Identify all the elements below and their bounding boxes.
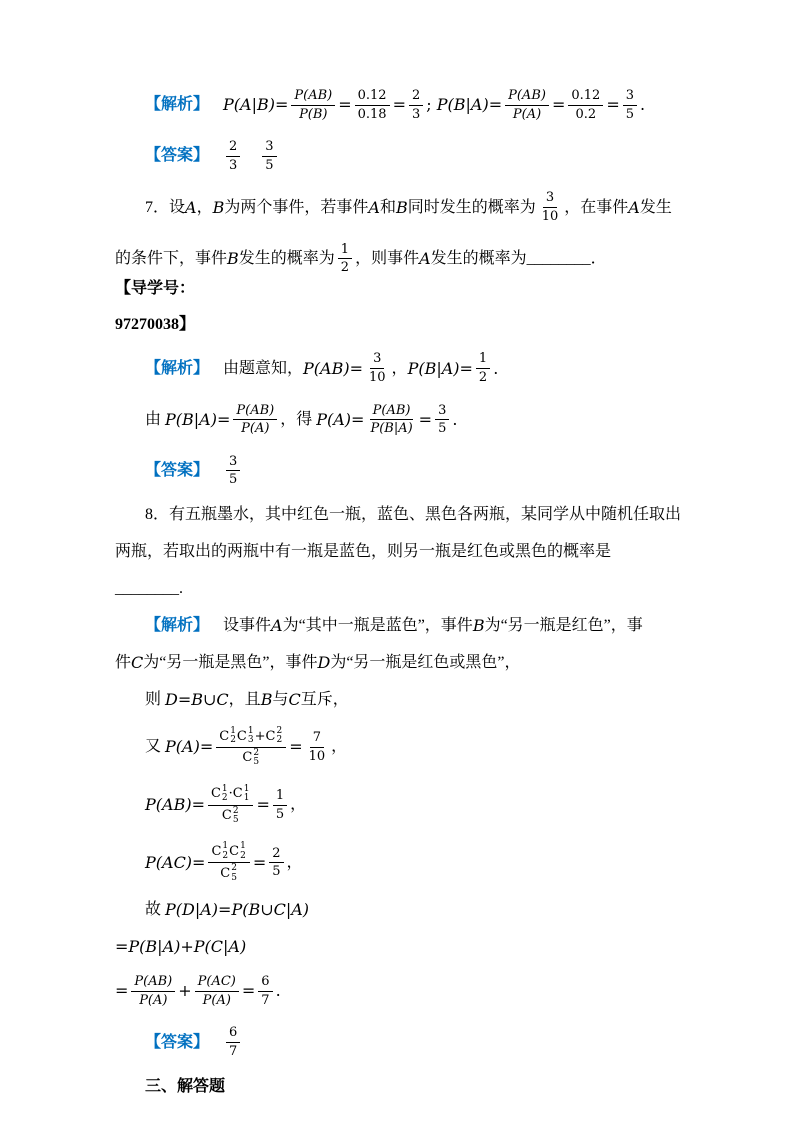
roman-run: 7 [261, 992, 270, 1008]
math-run: B [191, 690, 204, 710]
superscript: 1 [222, 841, 229, 852]
fraction-numerator [216, 727, 286, 748]
fraction [291, 88, 335, 122]
roman-run: 1 [478, 351, 488, 367]
fraction-numerator [131, 974, 175, 992]
text-run: 7．设 [145, 198, 186, 216]
fraction-denominator [623, 106, 637, 123]
fraction-numerator [226, 454, 240, 472]
roman-run: = [338, 95, 352, 115]
text-run: 为“另一瓶是红色或黑色”， [330, 654, 521, 672]
superscript: 2 [253, 747, 260, 758]
text-run: 由题意知， [223, 359, 304, 377]
document-line [115, 688, 686, 712]
fraction-denominator [273, 806, 287, 823]
fraction [269, 846, 283, 880]
roman-run: . [452, 409, 458, 429]
bracket-label: 【解析】 [145, 359, 210, 377]
bracket-label: 【解析】 [145, 617, 210, 635]
math-run: A [628, 197, 640, 217]
text-run: 发生的概率为 [238, 249, 335, 267]
text-run: 又 [145, 738, 166, 756]
bracket-label: 【答案】 [145, 462, 210, 480]
roman-run: . [640, 95, 646, 115]
fraction-numerator [568, 88, 603, 106]
combination-base: C [242, 750, 253, 766]
fraction-numerator [310, 730, 324, 748]
combination-base: C [220, 865, 231, 881]
text-run: 发生 [639, 198, 672, 216]
math-run: P(AB) [294, 88, 333, 103]
math-run: P(B|A)+P(C|A) [128, 937, 247, 957]
math-run: P(B|A)= [407, 358, 473, 378]
document-line [115, 452, 686, 490]
document-line [115, 651, 686, 675]
subscript: 5 [231, 872, 237, 883]
roman-run: 3 [545, 190, 555, 206]
text-run: ，且 [228, 691, 261, 709]
fraction-numerator [409, 88, 423, 106]
math-run: B [260, 690, 273, 710]
subscript: 2 [276, 735, 283, 746]
roman-run: 3 [411, 106, 421, 122]
roman-run: 0.12 [357, 88, 387, 103]
roman-run: 3 [265, 139, 274, 155]
text-run: ， [290, 796, 307, 814]
text-run: 件 [115, 654, 132, 672]
subscript: 2 [221, 793, 228, 804]
math-run: A [368, 197, 380, 217]
math-run: B [212, 197, 225, 217]
math-run: D [165, 690, 178, 710]
text-run: 同时发生的概率为 [407, 198, 536, 216]
fraction-numerator [338, 242, 352, 260]
roman-run: + [254, 728, 266, 744]
fraction-numerator [269, 846, 283, 864]
math-run: P(AB)= [303, 358, 363, 378]
roman-run: 5 [265, 157, 274, 173]
fraction [258, 974, 272, 1008]
bold-text-run: 97270038】 [115, 315, 196, 333]
roman-run: 0.18 [357, 106, 387, 122]
fraction [216, 727, 286, 768]
subscript: 2 [230, 735, 236, 746]
text-run: 互斥， [300, 691, 349, 709]
roman-run: · [228, 786, 233, 802]
document-line [115, 188, 686, 226]
math-run: P(A)= [165, 737, 214, 757]
subscript: 1 [243, 793, 250, 804]
superscript: 1 [230, 725, 236, 736]
combination-scripts [222, 842, 228, 861]
roman-run: 0.12 [571, 88, 601, 103]
superscript: 1 [247, 725, 254, 736]
fraction [539, 190, 562, 224]
combination-base: C [211, 844, 222, 860]
roman-run: = [606, 95, 620, 115]
roman-run: 5 [272, 864, 281, 880]
fraction [409, 88, 423, 122]
fraction-denominator [367, 420, 415, 437]
fraction [623, 88, 637, 122]
document-line [115, 240, 686, 300]
combination-base: C [219, 728, 230, 744]
combination-scripts [231, 864, 237, 883]
text-run: ， [286, 853, 303, 871]
fraction [131, 974, 175, 1008]
fraction-numerator [208, 842, 249, 863]
fraction-denominator [409, 106, 423, 123]
document-line [115, 540, 686, 564]
text-run: 设事件 [223, 617, 272, 635]
fraction-numerator [543, 190, 557, 208]
roman-run: . [493, 358, 499, 378]
document-line [115, 725, 686, 770]
combination-symbol [229, 842, 247, 861]
roman-run: 3 [229, 453, 238, 469]
math-run: A [185, 197, 197, 217]
fraction-numerator [226, 139, 240, 157]
roman-run: = [551, 95, 566, 115]
text-run: 为“其中一瓶是蓝色”，事件 [282, 617, 473, 635]
fraction-numerator [623, 88, 637, 106]
fraction-numerator [476, 351, 490, 369]
text-run: ，则事件 [355, 249, 420, 267]
fraction-denominator [226, 471, 240, 488]
fraction-denominator [226, 157, 240, 174]
text-run: 为“另一瓶是红色”，事 [484, 617, 643, 635]
roman-run: 5 [275, 806, 285, 822]
fraction-denominator [200, 992, 234, 1009]
fraction [435, 403, 449, 437]
roman-run: 2 [478, 369, 488, 385]
subscript: 3 [247, 735, 254, 746]
document-line [115, 503, 686, 527]
fraction-denominator [239, 748, 263, 768]
combination-symbol [242, 749, 260, 768]
document-line [115, 137, 686, 175]
math-run: P(A) [241, 421, 270, 437]
fraction-numerator [226, 1025, 240, 1043]
math-run: C [131, 653, 144, 673]
fraction [273, 788, 287, 822]
fraction-denominator [306, 748, 329, 765]
text-run: ，得 [280, 410, 317, 428]
superscript: 1 [221, 783, 228, 794]
text-run: 则 [145, 691, 166, 709]
math-run: P(A) [202, 992, 231, 1008]
bracket-label: 【解析】 [145, 96, 210, 114]
combination-symbol [233, 785, 251, 804]
math-run: B [395, 197, 408, 217]
roman-run: 3 [229, 157, 238, 173]
document-line [115, 312, 686, 336]
superscript: 2 [276, 725, 283, 736]
fraction-denominator [262, 157, 276, 174]
roman-run: 5 [625, 106, 634, 122]
math-run: C [288, 690, 301, 710]
math-run: B [227, 248, 239, 268]
fraction-denominator [539, 208, 562, 225]
combination-scripts [253, 749, 259, 768]
text-run: 发生的概率为________． [430, 249, 607, 267]
text-run: ， [196, 198, 213, 216]
fraction-denominator [217, 863, 241, 883]
fraction-denominator [238, 420, 272, 437]
roman-run: = [252, 852, 267, 872]
superscript: 2 [232, 805, 239, 816]
fraction [476, 351, 490, 385]
text-run: 与 [272, 691, 289, 709]
combination-base: C [232, 786, 243, 802]
math-run: B [472, 616, 485, 636]
fraction-numerator [195, 974, 239, 992]
roman-run: 6 [229, 1025, 238, 1041]
fraction-numerator [233, 403, 277, 421]
subscript: 5 [253, 757, 260, 768]
roman-run: . [275, 981, 281, 1001]
subscript: 2 [222, 850, 229, 861]
document-line [115, 349, 686, 387]
fraction-numerator [435, 403, 449, 421]
fraction-denominator [258, 992, 272, 1009]
document-line [115, 401, 686, 439]
combination-scripts [230, 727, 236, 746]
fraction-denominator [572, 106, 599, 123]
roman-run: 10 [369, 369, 386, 385]
fraction-denominator [136, 992, 170, 1009]
text-run: ________. [115, 580, 183, 598]
math-run: P(A) [139, 992, 168, 1008]
combination-symbol [222, 807, 240, 826]
text-run: ，在事件 [564, 198, 629, 216]
math-run: P(D|A)=P(B∪C|A) [165, 900, 310, 920]
fraction-numerator [355, 88, 390, 106]
roman-run: 3 [373, 351, 382, 367]
math-run: A [419, 248, 431, 268]
fraction-denominator [338, 259, 352, 276]
roman-run: 1 [340, 241, 350, 257]
document-body [115, 86, 686, 1099]
fraction-numerator [273, 788, 287, 806]
roman-run: = [256, 795, 270, 815]
math-run: C [216, 690, 229, 710]
subscript: 2 [240, 850, 246, 861]
fraction [505, 88, 549, 122]
math-run: P(A) [512, 106, 542, 122]
combination-scripts [244, 785, 250, 804]
fraction-denominator [219, 806, 243, 826]
text-run: 的条件下，事件 [115, 249, 228, 267]
combination-scripts [222, 785, 228, 804]
fraction-numerator [258, 974, 272, 992]
roman-run: 10 [541, 208, 559, 224]
roman-run: 0.2 [575, 106, 597, 122]
document-line [115, 972, 686, 1010]
fraction-numerator [208, 785, 254, 806]
fraction-denominator [296, 106, 330, 123]
fraction [208, 842, 249, 883]
fraction [568, 88, 603, 122]
math-run: P(A|B)= [223, 95, 289, 115]
roman-run: 6 [261, 974, 270, 990]
combination-base: C [265, 728, 276, 744]
roman-run: ; [426, 95, 437, 115]
roman-run: = [418, 409, 433, 429]
fraction [367, 403, 415, 437]
roman-run: 1 [275, 787, 285, 803]
fraction [262, 139, 276, 173]
document-line [115, 783, 686, 828]
roman-run: 2 [229, 139, 238, 155]
fraction [195, 974, 239, 1008]
math-run: P(B|A)= [436, 95, 503, 115]
document-line [115, 86, 686, 124]
combination-symbol [266, 727, 284, 746]
roman-run: = [177, 690, 192, 710]
text-run: 为两个事件，若事件 [224, 198, 369, 216]
text-run: 故 [145, 901, 166, 919]
text-run: 和 [379, 198, 396, 216]
fraction-numerator [370, 351, 384, 369]
roman-run: 3 [438, 402, 447, 418]
math-run: P(AB) [372, 402, 411, 418]
bold-text-run: 【导学号： [115, 279, 196, 297]
combination-scripts [248, 727, 254, 746]
superscript: 2 [231, 863, 237, 874]
text-run: ， [391, 359, 408, 377]
math-run: A [271, 616, 283, 636]
roman-run: 2 [272, 845, 281, 861]
fraction [226, 1025, 240, 1059]
fraction [226, 454, 240, 488]
bold-text-run: 三、解答题 [145, 1077, 226, 1095]
math-run: P(A)= [316, 409, 365, 429]
text-run: 8．有五瓶墨水，其中红色一瓶，蓝色、黑色各两瓶，某同学从中随机任取出 [145, 506, 682, 524]
roman-run: = [289, 737, 303, 757]
combination-scripts [276, 727, 282, 746]
fraction-denominator [510, 106, 544, 123]
text-run: 为“另一瓶是黑色”，事件 [143, 654, 318, 672]
roman-run: ∪ [203, 690, 217, 710]
subscript: 5 [232, 814, 239, 825]
roman-run: 2 [340, 260, 350, 276]
fraction-denominator [355, 106, 390, 123]
text-run: 两瓶，若取出的两瓶中有一瓶是蓝色，则另一瓶是红色或黑色的概率是 [115, 543, 612, 561]
combination-base: C [229, 844, 240, 860]
document-line [115, 840, 686, 885]
fraction [306, 730, 329, 764]
fraction-numerator [291, 88, 335, 106]
bracket-label: 【答案】 [145, 1033, 210, 1051]
text-run: 由 [145, 410, 166, 428]
roman-run: 3 [625, 88, 634, 103]
roman-run: 2 [411, 88, 421, 103]
math-run: D [317, 653, 331, 673]
document-line [115, 935, 686, 959]
fraction [226, 139, 240, 173]
document-line [115, 1075, 686, 1099]
fraction-denominator [435, 420, 449, 437]
combination-scripts [233, 807, 239, 826]
fraction [366, 351, 389, 385]
fraction-numerator [505, 88, 549, 106]
math-run: P(AB) [236, 402, 275, 418]
combination-base: C [210, 786, 221, 802]
superscript: 1 [243, 783, 250, 794]
fraction [208, 785, 254, 826]
fraction [355, 88, 390, 122]
fraction-denominator [269, 863, 283, 880]
math-run: P(AB) [508, 88, 546, 103]
bracket-label: 【答案】 [145, 147, 210, 165]
math-run: P(AC) [197, 974, 236, 990]
fraction [233, 403, 277, 437]
roman-run: = [392, 95, 406, 115]
roman-run: = [241, 981, 256, 1001]
roman-run: 5 [438, 421, 447, 437]
combination-symbol [219, 727, 237, 746]
superscript: 1 [240, 841, 246, 852]
document-line [115, 577, 686, 601]
combination-base: C [221, 808, 232, 824]
math-run: P(AC)= [145, 852, 206, 872]
fraction-numerator [370, 403, 414, 421]
combination-symbol [237, 727, 255, 746]
roman-run: 10 [308, 748, 326, 764]
roman-run: = [115, 937, 129, 957]
math-run: P(B|A)= [165, 409, 231, 429]
document-line [115, 898, 686, 922]
fraction-denominator [226, 1043, 240, 1060]
math-run: P(B|A) [370, 421, 413, 437]
combination-scripts [240, 842, 246, 861]
roman-run: 7 [229, 1043, 238, 1059]
math-run: P(AB) [134, 974, 173, 990]
combination-symbol [211, 785, 229, 804]
roman-run: 7 [312, 730, 322, 746]
text-run: ， [331, 738, 348, 756]
fraction [338, 242, 352, 276]
document-line [115, 614, 686, 638]
combination-symbol [220, 864, 238, 883]
fraction-denominator [476, 369, 490, 386]
document-line [115, 1023, 686, 1061]
fraction-denominator [366, 369, 389, 386]
math-run: P(B) [299, 106, 328, 122]
math-run: P(AB)= [145, 795, 205, 815]
roman-run: + [178, 981, 192, 1001]
fraction-numerator [262, 139, 276, 157]
roman-run: = [115, 981, 129, 1001]
combination-base: C [236, 728, 247, 744]
roman-run: 5 [229, 472, 238, 488]
combination-symbol [211, 842, 229, 861]
